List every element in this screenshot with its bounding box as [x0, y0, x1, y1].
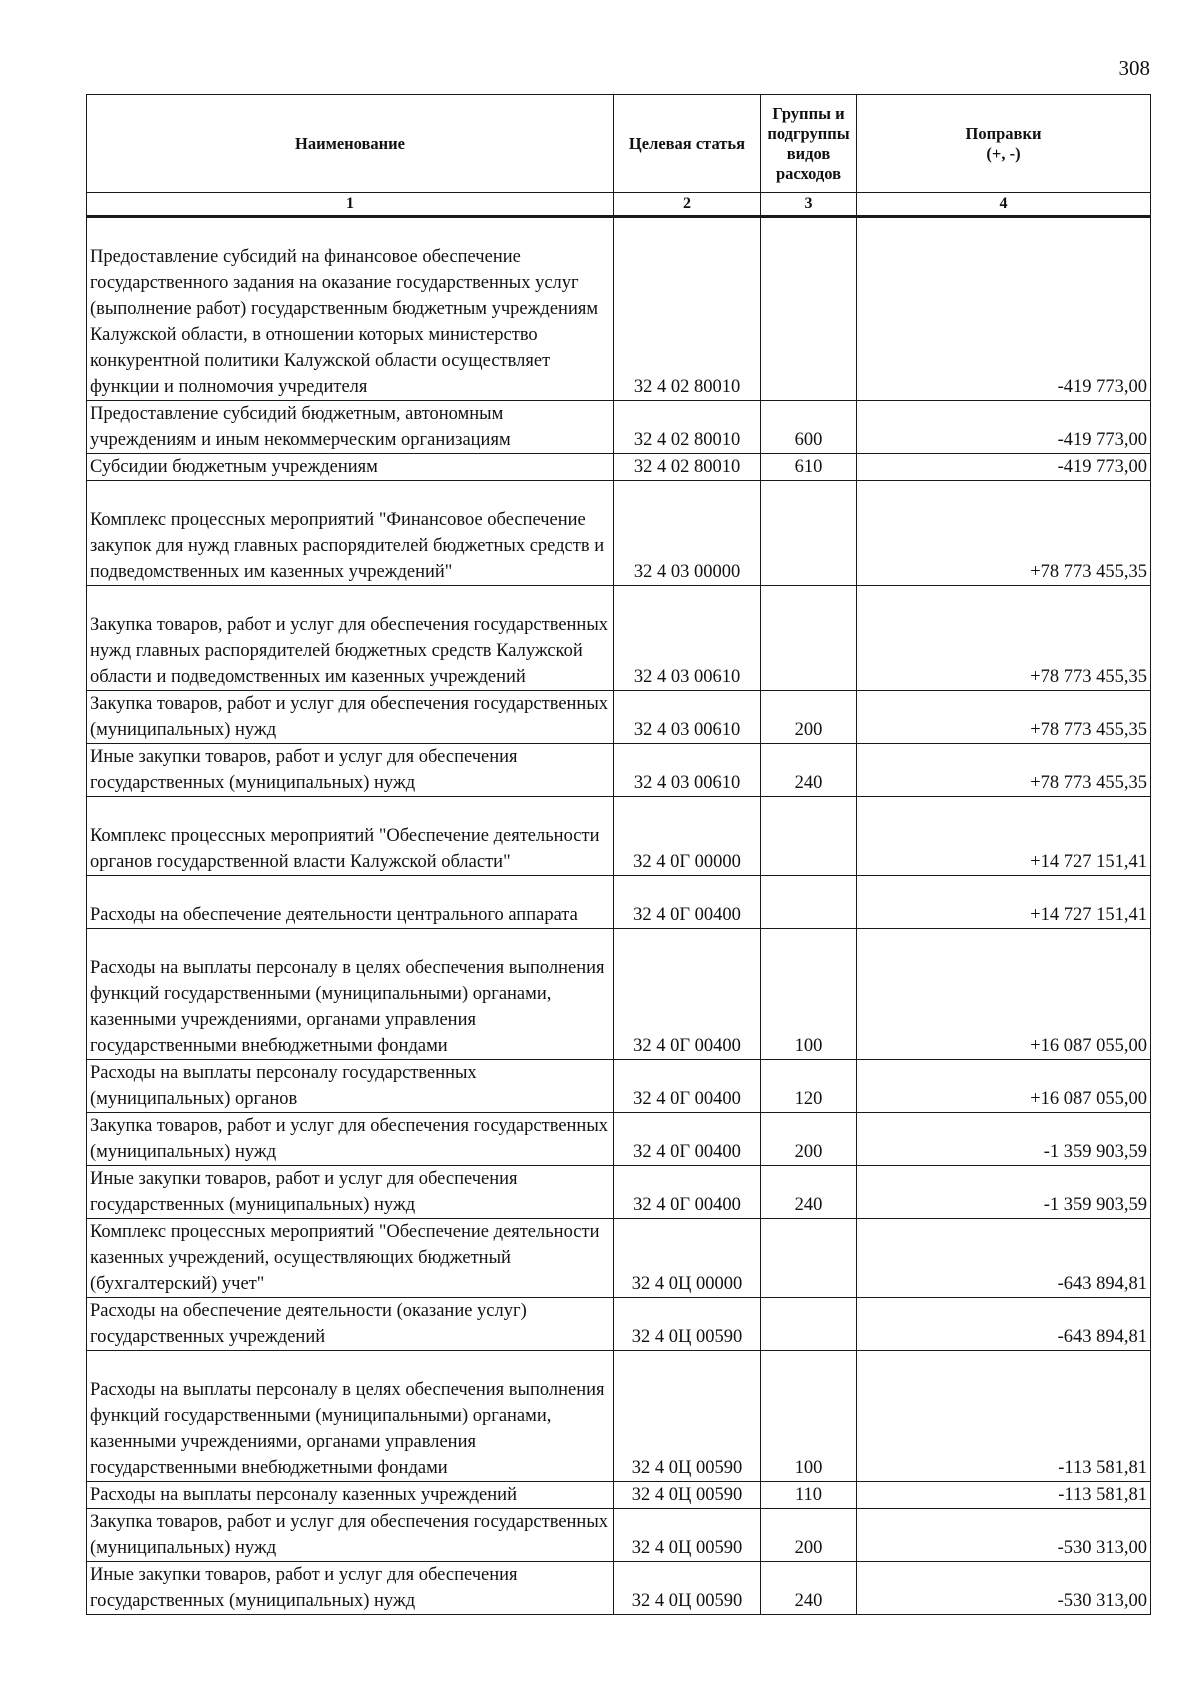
table-row: [87, 1482, 1151, 1509]
row-target-article: [614, 929, 761, 1060]
row-amendment: [857, 454, 1151, 481]
row-target-article: [614, 481, 761, 586]
row-amendment-text: +14 727 151,41: [1030, 852, 1147, 872]
row-amendment-text: -530 313,00: [1057, 1591, 1147, 1611]
row-expense-group: [761, 1113, 857, 1166]
row-target-article-text: 32 4 02 80010: [633, 457, 741, 477]
row-name-text: Расходы на выплаты персоналу государственных (муниципальных) органов: [90, 1063, 477, 1109]
row-amendment-text: -419 773,00: [1057, 457, 1147, 477]
row-target-article: [614, 1298, 761, 1351]
row-name: [87, 691, 614, 744]
row-target-article-text: 32 4 02 80010: [633, 377, 741, 397]
row-amendment-text: -419 773,00: [1057, 377, 1147, 397]
row-expense-group: [761, 1509, 857, 1562]
row-expense-group: [761, 691, 857, 744]
table-row: [87, 217, 1151, 401]
row-target-article-text: 32 4 0Г 00400: [633, 905, 741, 925]
row-name-text: Иные закупки товаров, работ и услуг для обеспечения государственных (муниципальных) нужд: [90, 747, 518, 793]
row-name-text: Расходы на выплаты персоналу в целях обеспечения выполнения функций государственными (муниципальными) органами, казенными учреждениями, органами управления государственными внебюджетными фондами: [90, 1380, 605, 1478]
row-name: [87, 1060, 614, 1113]
row-name: [87, 876, 614, 929]
row-amendment: [857, 1166, 1151, 1219]
header-name: Наименование: [87, 95, 614, 193]
row-expense-group: [761, 454, 857, 481]
row-target-article-text: 32 4 03 00610: [633, 667, 741, 687]
row-expense-group: [761, 929, 857, 1060]
row-name-text: Предоставление субсидий на финансовое обеспечение государственного задания на оказание государственных услуг (выполнение работ) государственным бюджетным учреждениям Калужской области, в отношении которых министерство конкурентной политики Калужской области осуществляет функции и полномочия учредителя: [90, 247, 599, 397]
row-name: [87, 1166, 614, 1219]
row-amendment: [857, 1060, 1151, 1113]
row-expense-group-text: 200: [794, 1142, 823, 1162]
row-name-text: Закупка товаров, работ и услуг для обеспечения государственных (муниципальных) нужд: [90, 694, 609, 740]
table-row: [87, 481, 1151, 586]
row-expense-group: [761, 1562, 857, 1615]
table-row: [87, 691, 1151, 744]
row-expense-group: [761, 1351, 857, 1482]
row-name: [87, 929, 614, 1060]
row-amendment-text: +14 727 151,41: [1030, 905, 1147, 925]
column-number: 4: [857, 193, 1151, 217]
row-amendment: [857, 217, 1151, 401]
row-name-text: Расходы на выплаты персоналу казенных учреждений: [90, 1485, 517, 1505]
table-row: [87, 1509, 1151, 1562]
row-target-article-text: 32 4 0Ц 00590: [631, 1458, 743, 1478]
row-name-text: Иные закупки товаров, работ и услуг для обеспечения государственных (муниципальных) нужд: [90, 1565, 518, 1611]
row-amendment-text: -530 313,00: [1057, 1538, 1147, 1558]
row-target-article: [614, 217, 761, 401]
row-target-article: [614, 586, 761, 691]
row-expense-group: [761, 797, 857, 876]
row-expense-group-text: 600: [794, 430, 823, 450]
row-amendment-text: -643 894,81: [1057, 1327, 1147, 1347]
table-row: [87, 401, 1151, 454]
row-expense-group: [761, 481, 857, 586]
row-amendment: [857, 876, 1151, 929]
row-target-article: [614, 454, 761, 481]
row-amendment: [857, 1219, 1151, 1298]
row-amendment: [857, 1482, 1151, 1509]
row-target-article-text: 32 4 0Ц 00590: [631, 1591, 743, 1611]
row-expense-group-text: 100: [794, 1036, 823, 1056]
row-amendment-text: -643 894,81: [1057, 1274, 1147, 1294]
table-row: [87, 1351, 1151, 1482]
row-name: [87, 797, 614, 876]
row-target-article: [614, 1166, 761, 1219]
row-target-article: [614, 1351, 761, 1482]
row-name: [87, 481, 614, 586]
row-target-article-text: 32 4 0Ц 00590: [631, 1538, 743, 1558]
table-row: [87, 1562, 1151, 1615]
row-expense-group: [761, 1298, 857, 1351]
row-expense-group-text: 610: [794, 457, 823, 477]
row-target-article-text: 32 4 03 00610: [633, 720, 741, 740]
row-name: [87, 1219, 614, 1298]
column-number: 3: [761, 193, 857, 217]
row-amendment-text: +78 773 455,35: [1030, 562, 1147, 582]
row-expense-group: [761, 876, 857, 929]
table-row: [87, 1298, 1151, 1351]
row-target-article-text: 32 4 0Г 00000: [633, 852, 741, 872]
row-name-text: Комплекс процессных мероприятий "Обеспечение деятельности казенных учреждений, осуществляющих бюджетный (бухгалтерский) учет": [90, 1222, 600, 1294]
row-amendment: [857, 586, 1151, 691]
row-amendment-text: +16 087 055,00: [1030, 1036, 1147, 1056]
row-amendment-text: -113 581,81: [1058, 1458, 1147, 1478]
row-name-text: Расходы на обеспечение деятельности (оказание услуг) государственных учреждений: [90, 1301, 527, 1347]
row-expense-group-text: 120: [794, 1089, 823, 1109]
row-expense-group-text: 240: [794, 1195, 823, 1215]
row-amendment-text: +16 087 055,00: [1030, 1089, 1147, 1109]
row-name-text: Закупка товаров, работ и услуг для обеспечения государственных (муниципальных) нужд: [90, 1512, 609, 1558]
row-name: [87, 454, 614, 481]
row-expense-group: [761, 401, 857, 454]
row-name: [87, 744, 614, 797]
row-target-article: [614, 1509, 761, 1562]
row-name: [87, 1562, 614, 1615]
row-target-article-text: 32 4 0Ц 00590: [631, 1485, 743, 1505]
row-target-article-text: 32 4 0Г 00400: [633, 1089, 741, 1109]
row-target-article-text: 32 4 03 00000: [633, 562, 741, 582]
row-amendment-text: -1 359 903,59: [1043, 1195, 1147, 1215]
row-amendment-text: +78 773 455,35: [1030, 667, 1147, 687]
page-number: 308: [1118, 56, 1150, 80]
row-expense-group-text: 200: [794, 720, 823, 740]
row-name: [87, 586, 614, 691]
row-name: [87, 1113, 614, 1166]
table-row: [87, 744, 1151, 797]
table-row: [87, 1060, 1151, 1113]
row-target-article-text: 32 4 0Г 00400: [633, 1142, 741, 1162]
row-target-article-text: 32 4 0Г 00400: [633, 1036, 741, 1056]
column-number: 2: [614, 193, 761, 217]
table-row: [87, 1166, 1151, 1219]
row-expense-group: [761, 1060, 857, 1113]
table-row: [87, 929, 1151, 1060]
row-expense-group-text: 110: [794, 1485, 823, 1505]
row-amendment-text: -1 359 903,59: [1043, 1142, 1147, 1162]
table-header-row: [87, 95, 1151, 193]
row-amendment: [857, 797, 1151, 876]
row-amendment: [857, 1562, 1151, 1615]
row-target-article: [614, 797, 761, 876]
table-row: [87, 876, 1151, 929]
row-name-text: Иные закупки товаров, работ и услуг для обеспечения государственных (муниципальных) нужд: [90, 1169, 518, 1215]
row-amendment-text: +78 773 455,35: [1030, 720, 1147, 740]
row-amendment-text: -419 773,00: [1057, 430, 1147, 450]
row-target-article: [614, 1219, 761, 1298]
row-name-text: Комплекс процессных мероприятий "Обеспечение деятельности органов государственной власти Калужской области": [90, 826, 600, 872]
row-amendment: [857, 481, 1151, 586]
row-name: [87, 1351, 614, 1482]
row-amendment: [857, 1298, 1151, 1351]
row-amendment: [857, 1113, 1151, 1166]
row-amendment: [857, 691, 1151, 744]
row-amendment-text: +78 773 455,35: [1030, 773, 1147, 793]
row-expense-group: [761, 217, 857, 401]
row-target-article: [614, 1113, 761, 1166]
table-row: [87, 797, 1151, 876]
column-number-row: [87, 193, 1151, 217]
row-name-text: Субсидии бюджетным учреждениям: [90, 457, 378, 477]
appropriations-table: [86, 94, 1151, 1615]
row-target-article-text: 32 4 0Ц 00590: [631, 1327, 743, 1347]
row-target-article: [614, 1060, 761, 1113]
row-target-article: [614, 876, 761, 929]
row-target-article-text: 32 4 02 80010: [633, 430, 741, 450]
row-name-text: Предоставление субсидий бюджетным, автономным учреждениям и иным некоммерческим организациям: [90, 404, 511, 450]
row-name-text: Расходы на выплаты персоналу в целях обеспечения выполнения функций государственными (муниципальными) органами, казенными учреждениями, органами управления государственными внебюджетными фондами: [90, 958, 605, 1056]
row-expense-group-text: 240: [794, 773, 823, 793]
table-row: [87, 1219, 1151, 1298]
row-target-article-text: 32 4 0Ц 00000: [631, 1274, 743, 1294]
row-name-text: Закупка товаров, работ и услуг для обеспечения государственных нужд главных распорядителей бюджетных средств Калужской области и подведомственных им казенных учреждений: [90, 615, 609, 687]
table-row: [87, 454, 1151, 481]
row-expense-group: [761, 586, 857, 691]
table-row: [87, 586, 1151, 691]
row-target-article: [614, 1562, 761, 1615]
row-expense-group-text: 100: [794, 1458, 823, 1478]
row-name: [87, 1482, 614, 1509]
row-target-article: [614, 401, 761, 454]
row-name-text: Закупка товаров, работ и услуг для обеспечения государственных (муниципальных) нужд: [90, 1116, 609, 1162]
row-name: [87, 401, 614, 454]
row-expense-group: [761, 744, 857, 797]
row-amendment-text: -113 581,81: [1058, 1485, 1147, 1505]
row-amendment: [857, 401, 1151, 454]
row-name: [87, 1509, 614, 1562]
row-name: [87, 217, 614, 401]
row-expense-group: [761, 1219, 857, 1298]
row-name-text: Расходы на обеспечение деятельности центрального аппарата: [90, 905, 578, 925]
row-amendment: [857, 1351, 1151, 1482]
header-target-article: Целевая статья: [614, 95, 761, 193]
row-expense-group-text: 240: [794, 1591, 823, 1611]
row-target-article-text: 32 4 0Г 00400: [633, 1195, 741, 1215]
row-target-article-text: 32 4 03 00610: [633, 773, 741, 793]
row-name: [87, 1298, 614, 1351]
row-amendment: [857, 929, 1151, 1060]
row-target-article: [614, 1482, 761, 1509]
header-amendments: Поправки (+, -): [857, 95, 1151, 193]
row-target-article: [614, 744, 761, 797]
row-amendment: [857, 744, 1151, 797]
table-row: [87, 1113, 1151, 1166]
row-expense-group: [761, 1482, 857, 1509]
header-groups: Группы и подгруппы видов расходов: [761, 95, 857, 193]
row-amendment: [857, 1509, 1151, 1562]
row-target-article: [614, 691, 761, 744]
row-name-text: Комплекс процессных мероприятий "Финансовое обеспечение закупок для нужд главных распорядителей бюджетных средств и подведомственных им казенных учреждений": [90, 510, 605, 582]
column-number: 1: [87, 193, 614, 217]
row-expense-group: [761, 1166, 857, 1219]
row-expense-group-text: 200: [794, 1538, 823, 1558]
